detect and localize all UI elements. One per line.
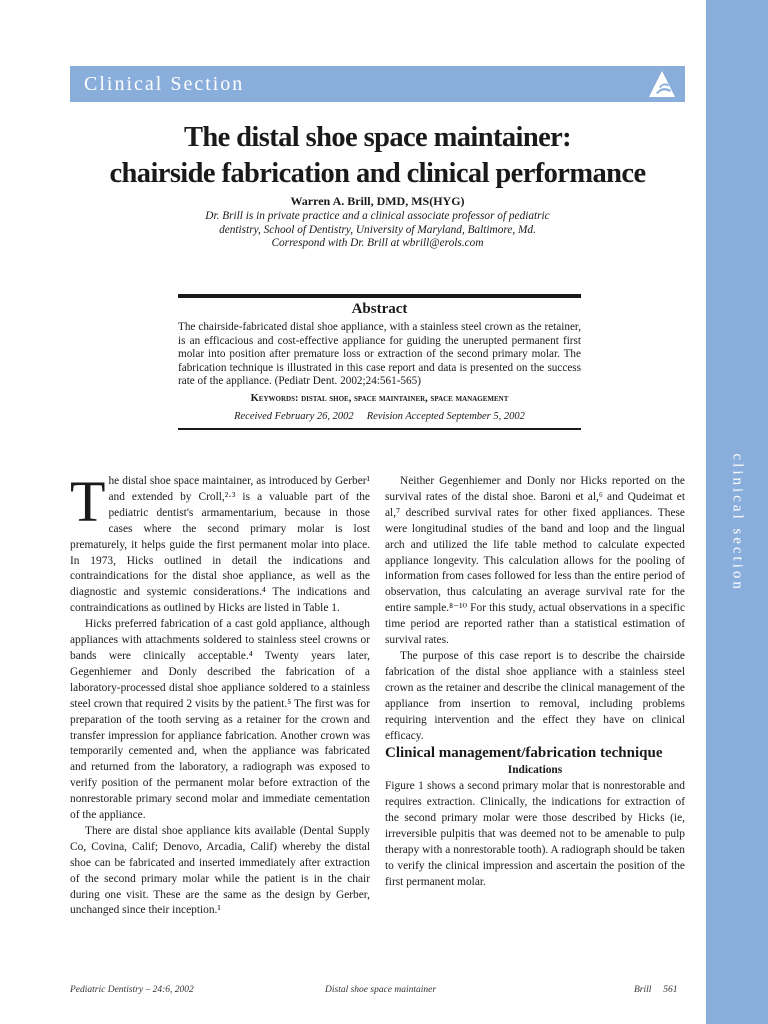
section-heading: Clinical management/fabrication technique [385,745,663,762]
footer-running-title: Distal shoe space maintainer [325,985,437,995]
col1-paragraph-3: There are distal shoe appliance kits available (Dental Supply Co, Covina, Calif; Denovo, Arcadia, Calif) whereby the distal shoe can be fabricated and inserted immediately after extraction of the second primary molar while the patient is in the chair during one visit. These are the same as the design by Gerber, unchanged since their inception.¹ [70,824,370,917]
abstract-top-rule [178,294,581,298]
affiliation-line-3: Correspond with Dr. Brill at wbrill@erols.com [271,237,484,249]
col2-paragraph-2: The purpose of this case report is to describe the chairside fabrication of the distal shoe appliance with a stainless steel crown as the retainer and describe the clinical management of the appliance from insertion to removal, including problems requiring intervention and the effect they have on clinical efficacy. [385,649,685,742]
author-affiliation [70,210,685,251]
body-column-left [70,469,370,919]
footer-page-number: 561 [663,985,678,995]
col2-paragraph-1: Neither Gegenhiemer and Donly nor Hicks reported on the survival rates of the distal shoe. Baroni et al,⁶ and Qudeimat et al,⁷ described survival rates for other fixed appliances. These were longitudinal studies of the band and loop and the lingual arch and utilized the life table method to calculate expected appliance longevity. This calculation allows for the pooling of information from cases followed for less than the entire period of observation, thus calculating an average survival rate for the entire sample.⁸⁻¹⁰ For this study, actual observations in a specific time period are reported rather than a statistical estimation of survival rates. [385,475,685,647]
banner-title: Clinical Section [84,73,245,95]
article-title [70,120,685,192]
triangle-logo-icon [647,69,677,99]
col1-paragraph-1: he distal shoe space maintainer, as introduced by Gerber¹ and extended by Croll,²·³ is a valuable part of the pediatric dentist's armamentarium, because in those cases where the second primary molar is lost prematurely, it helps guide the first permanent molar into place. In 1973, Hicks outlined in detail the indications and contraindications for the distal shoe appliance, as well as the diagnostic and systemic considerations.⁴ The indications and contraindications as outlined by Hicks are listed in Table 1. [70,475,370,615]
drop-cap: T [70,469,106,534]
footer-journal: Pediatric Dentistry – 24:6, 2002 [70,985,194,995]
affiliation-line-2: dentistry, School of Dentistry, University of Maryland, Baltimore, Md. [219,223,536,236]
abstract-heading: Abstract [351,301,408,317]
sidebar-label-text: clinical section [729,453,746,592]
body-column-right [385,474,685,891]
intro-paragraph [70,469,370,617]
footer-author: Brill [634,985,652,995]
author-name: Warren A. Brill, DMD, MS(HYG) [290,194,465,208]
abstract-body: The chairside-fabricated distal shoe appliance, with a stainless steel crown as the retainer, is an efficacious and cost-effective appliance for guiding the unerupted permanent first molar into position after premature loss or extraction of the second primary molar. The fabrication technique is illustrated in this case report and data is presented on the success rate of the appliance. (Pediatr Dent. 2002;24:561-565) [178,321,581,388]
accepted-date: Revision Accepted September 5, 2002 [366,411,525,422]
dates-line [178,411,581,422]
title-line-2: chairside fabrication and clinical performance [109,158,646,189]
keywords-line [178,393,581,404]
footer-page [634,985,678,995]
received-date: Received February 26, 2002 [234,411,354,422]
keywords-label: Keywords: [250,393,299,404]
abstract-bottom-rule [178,428,581,430]
col2-paragraph-3: Figure 1 shows a second primary molar that is nonrestorable and requires extraction. Clinically, the indications for extraction of the second primary molar were those described by Hicks (ie, irreversible pulpitis that was deemed not to be amenable to pulp therapy with a nonrestorable tooth). A radiograph should be taken to verify the clinical impression and ascertain the position of the first permanent molar. [385,780,685,888]
affiliation-line-1: Dr. Brill is in private practice and a clinical associate professor of pediatric [205,210,550,222]
col1-paragraph-2: Hicks preferred fabrication of a cast gold appliance, although appliances with attachments soldered to stainless steel crowns or bands were clinically acceptable.⁴ Twenty years later, Gegenhiemer and Donly described the fabrication of a laboratory-processed distal shoe appliance soldered to a stainless steel crown that required 2 visits by the patient.⁵ The first was for preparation of the tooth serving as a retainer for the crown and transfer impression for appliance fabrication. Another crown was temporarily cemented and, when the appliance was fabricated and returned from the laboratory, a radiograph was exposed to verify position of the permanent molar before extraction of the nonrestorable primary second molar and immediate cementation of the appliance. [70,618,370,822]
sidebar-label [706,452,768,592]
keywords-list: distal shoe, space maintainer, space management [301,393,509,404]
subsection-heading: Indications [507,764,563,777]
section-banner [70,66,685,102]
title-line-1: The distal shoe space maintainer: [183,122,572,153]
